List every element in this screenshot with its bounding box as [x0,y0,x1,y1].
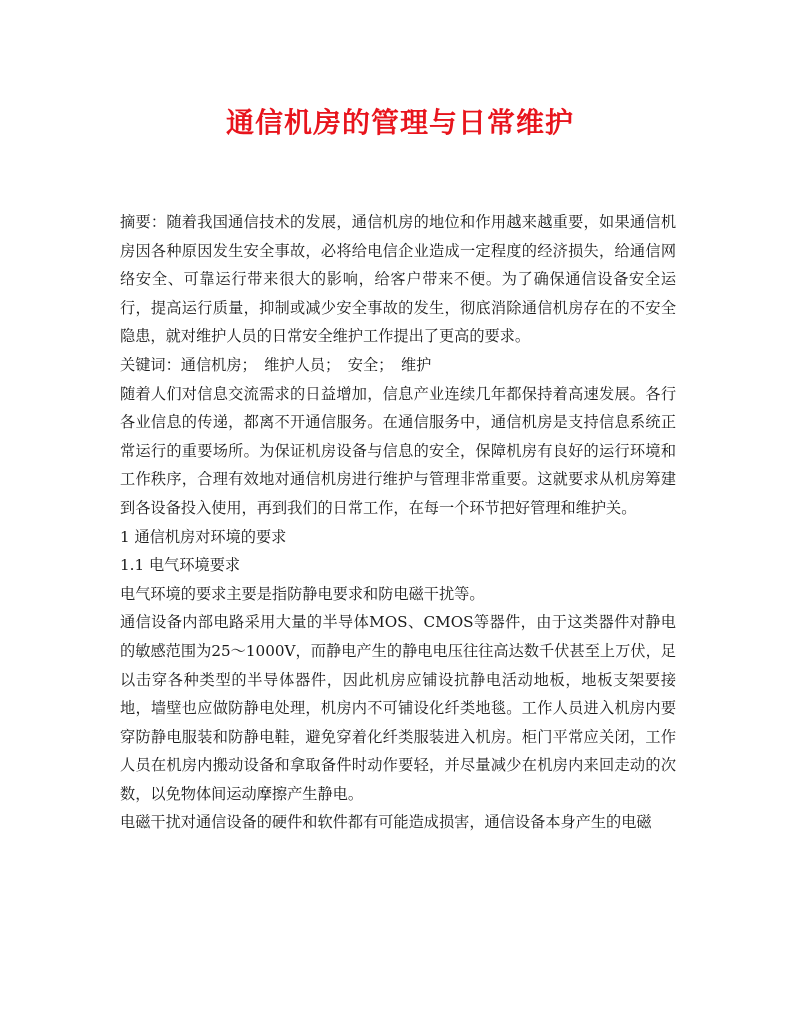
section-heading-1: 1 通信机房对环境的要求 [120,527,287,546]
static-paragraph: 通信设备内部电路采用大量的半导体MOS、CMOS等器件，由于这类器件对静电的敏感范围为25～1000V，而静电产生的静电电压往往高达数千伏甚至上万伏，足以击穿各种类型的半导体器件，因此机房应铺设抗静电活动地板，地板支架要接地，墙壁也应做防静电处理，机房内不可铺设化纤类地毯。工作人员进入机房内要穿防静电服装和防静电鞋，避免穿着化纤类服装进入机房。柜门平常应关闭，工作人员在机房内搬动设备和拿取备件时动作要轻，并尽量减少在机房内来回走动的次数，以免物体间运动摩擦产生静电。 [120,613,676,803]
abstract-paragraph: 摘要：随着我国通信技术的发展，通信机房的地位和作用越来越重要，如果通信机房因各种原因发生安全事故，必将给电信企业造成一定程度的经济损失，给通信网络安全、可靠运行带来很大的影响，给客户带来不便。为了确保通信设备安全运行，提高运行质量，抑制或减少安全事故的发生，彻底消除通信机房存在的不安全隐患，就对维护人员的日常安全维护工作提出了更高的要求。 [120,213,676,346]
document-body [120,208,676,837]
keywords-line: 关键词：通信机房； 维护人员； 安全； 维护 [120,355,432,374]
section-heading-1-1: 1.1 电气环境要求 [120,556,241,575]
document-title: 通信机房的管理与日常维护 [225,106,574,139]
emi-paragraph: 电磁干扰对通信设备的硬件和软件都有可能造成损害，通信设备本身产生的电磁 [120,813,652,832]
electrical-paragraph: 电气环境的要求主要是指防静电要求和防电磁干扰等。 [120,584,485,603]
intro-paragraph: 随着人们对信息交流需求的日益增加，信息产业连续几年都保持着高速发展。各行各业信息的传递，都离不开通信服务。在通信服务中，通信机房是支持信息系统正常运行的重要场所。为保证机房设备与信息的安全，保障机房有良好的运行环境和工作秩序，合理有效地对通信机房进行维护与管理非常重要。这就要求从机房筹建到各设备投入使用，再到我们的日常工作，在每一个环节把好管理和维护关。 [120,384,676,517]
